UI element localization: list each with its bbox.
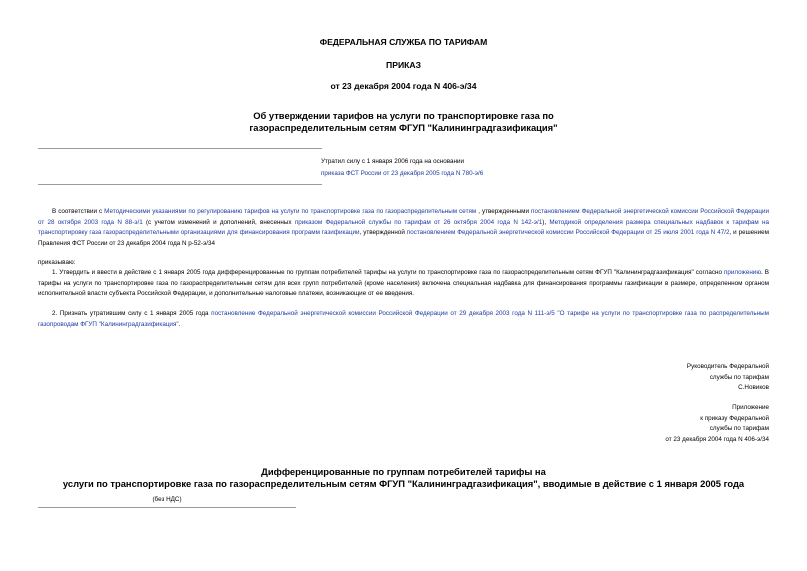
order-item-1 xyxy=(38,268,769,300)
doc-date-number: от 23 декабря 2004 года N 406-э/34 xyxy=(330,81,477,91)
appendix-link[interactable]: приложению xyxy=(724,269,762,276)
appendix-title xyxy=(0,466,807,489)
appendix-block xyxy=(569,403,769,446)
fek-resolution-47-link[interactable]: постановлением Федеральной энергетической комиссии Российской Федерации от 25 июля 2001 года N 47/2 xyxy=(406,229,730,237)
signature-name: С.Новиков xyxy=(738,384,769,392)
preamble-text: В соответствии с xyxy=(52,208,105,215)
fek-resolution-88-link[interactable]: постановлением Федеральной энергетической комиссии Российской Федерации от 28 октября 2003 года N 88-э/1 xyxy=(38,208,770,226)
signature-line-1: Руководитель Федеральной xyxy=(686,363,769,370)
item-text: . xyxy=(178,320,181,328)
divider-top xyxy=(38,148,322,149)
status-note xyxy=(321,156,491,179)
preamble-text: ), xyxy=(542,218,550,226)
status-note-text: Утратил силу с 1 января 2006 года на основании xyxy=(321,158,465,165)
preamble-text: , и решением Правления ФСТ России от 23 декабря 2004 года N р-52-э/34 xyxy=(38,229,769,247)
agency-heading: ФЕДЕРАЛЬНАЯ СЛУЖБА ПО ТАРИФАМ xyxy=(319,37,488,47)
preamble-text: (с учетом изменений и дополнений, внесенных xyxy=(142,218,295,226)
item-text: . В тарифы на услуги по транспортировке газа по газораспределительным сетям для всех групп потребителей (кроме населения) включена специальная надбавка для финансирования программы газификации в размере, определенном органом исполнительной власти субъекта Российской Федерации, и дополнительные налоговые платежи, возникающие от ее введения. xyxy=(38,269,770,298)
fek-resolution-111-link[interactable]: постановление Федеральной энергетической комиссии Российской Федерации от 29 декабря 2003 года N 111-э/5 "О тарифе на услуги по транспортировке газа по распределительным газопроводам ФГУП "Калининградгазификация" xyxy=(38,310,770,328)
item-text: 2. Признать утратившим силу с 1 января 2005 года xyxy=(52,310,212,317)
appendix-line-4: от 23 декабря 2004 года N 406-э/34 xyxy=(665,436,769,444)
fst-order-142-link[interactable]: приказом Федеральной службы по тарифам от 26 октября 2004 года N 142-э/1 xyxy=(294,218,543,226)
appendix-title-line-1: Дифференцированные по группам потребителей тарифы на xyxy=(261,466,546,477)
signature-block xyxy=(569,362,769,394)
table-top-rule xyxy=(38,507,296,508)
item-text: 1. Утвердить и ввести в действие с 1 января 2005 года дифференцированные по группам потребителей тарифы на услуги по транспортировке газа по газораспределительным сетям ФГУП "Калининградгазификация" согласно xyxy=(52,269,724,276)
order-word: приказываю: xyxy=(38,259,76,266)
signature-line-2: службы по тарифам xyxy=(709,373,769,381)
methodical-guidelines-link[interactable]: Методическими указаниями по регулированию тарифов на услуги по транспортировке газа по газораспределительным сетям xyxy=(104,208,477,215)
divider-bottom xyxy=(38,184,322,185)
order-item-2 xyxy=(38,309,769,330)
appendix-line-3: службы по тарифам xyxy=(709,425,769,433)
preamble-text: , утвержденной xyxy=(359,229,407,237)
preamble-text: , утвержденными xyxy=(476,208,532,215)
appendix-line-2: к приказу Федеральной xyxy=(700,414,769,422)
preamble-paragraph xyxy=(38,207,769,249)
surcharge-methodology-link[interactable]: Методикой определения размера специальных надбавок к тарифам на транспортировку газа газораспределительными организациями для финансирования программ газификации xyxy=(38,218,769,237)
vat-note: (без НДС) xyxy=(152,496,182,503)
doc-type-heading: ПРИКАЗ xyxy=(386,60,421,70)
appendix-title-line-2: услуги по транспортировке газа по газораспределительным сетям ФГУП "Калининградгазификация", вводимые в действие с 1 января 2005 года xyxy=(62,477,745,489)
title-line-1: Об утверждении тарифов на услуги по транспортировке газа по xyxy=(253,110,554,121)
document-title xyxy=(0,110,807,133)
title-line-2: газораспределительным сетям ФГУП "Калининградгазификация" xyxy=(249,121,558,133)
appendix-line-1: Приложение xyxy=(732,404,769,411)
repeal-order-link[interactable]: приказа ФСТ России от 23 декабря 2005 года N 780-э/6 xyxy=(321,169,484,177)
